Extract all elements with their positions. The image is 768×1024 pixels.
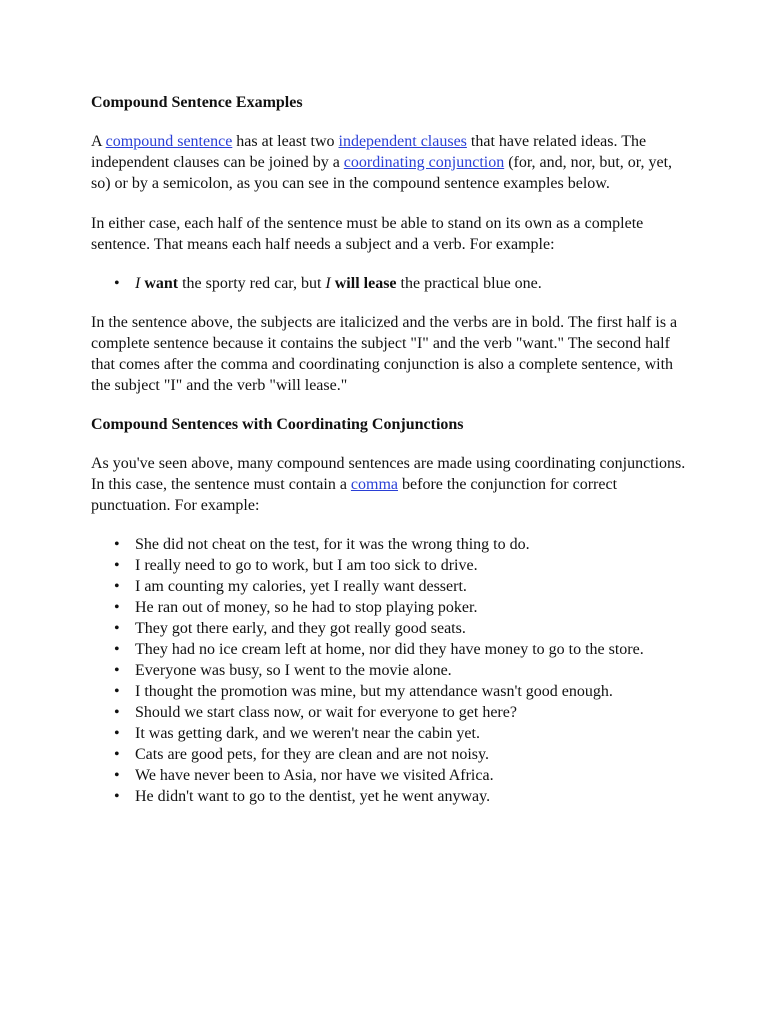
intro-text-3: that have related ideas. The independent clauses can be joined by a (91, 133, 647, 171)
example-middle: the sporty red car, but (178, 275, 326, 292)
subject-1: I (135, 275, 141, 292)
list-item: • I really need to go to work, but I am too sick to drive. (135, 555, 691, 576)
list-item: • She did not cheat on the test, for it was the wrong thing to do. (135, 534, 691, 555)
example-sentence (135, 273, 691, 294)
link-compound-sentence[interactable]: compound sentence (105, 133, 233, 150)
explanation-paragraph: In the sentence above, the subjects are italicized and the verbs are in bold. The first half is a complete sentence because it contains the subject "I" and the verb "want." The second half that comes after the comma and coordinating conjunction is also a complete sentence, with the subject "I" and the verb "will lease." (91, 314, 678, 394)
link-coordinating-conjunction[interactable]: coordinating conjunction (343, 154, 505, 171)
list-item: • I thought the promotion was mine, but my attendance wasn't good enough. (135, 681, 691, 702)
section-heading-coordinating-conjunctions: Compound Sentences with Coordinating Conjunctions (91, 416, 464, 433)
list-item: • They got there early, and they got really good seats. (135, 618, 691, 639)
link-independent-clauses[interactable]: independent clauses (338, 133, 467, 150)
intro-text-4: (for, and, nor, but, or, yet, so) or by a semicolon, as you can see in the compound sentence examples below. (91, 154, 673, 192)
coord-intro-text-2: before the conjunction for correct punctuation. For example: (91, 476, 618, 514)
document-page (91, 92, 691, 807)
section-heading-compound-sentence-examples: Compound Sentence Examples (91, 94, 303, 111)
coordinating-intro-paragraph (91, 453, 691, 516)
intro-text-1: A (91, 133, 106, 150)
verb-2: will lease (334, 275, 397, 292)
list-item: • Should we start class now, or wait for everyone to get here? (135, 702, 691, 723)
coordinating-examples-list (91, 534, 691, 807)
list-item: • It was getting dark, and we weren't near the cabin yet. (135, 723, 691, 744)
list-item: • Cats are good pets, for they are clean and are not noisy. (135, 744, 691, 765)
intro-text-2: has at least two (232, 133, 339, 150)
link-comma[interactable]: comma (350, 476, 399, 493)
subject-2: I (325, 275, 331, 292)
coord-intro-text-1: As you've seen above, many compound sentences are made using coordinating conjunctions. In this case, the sentence must contain a (91, 455, 686, 493)
list-item: • We have never been to Asia, nor have we visited Africa. (135, 765, 691, 786)
either-case-paragraph: In either case, each half of the sentence must be able to stand on its own as a complete sentence. That means each half needs a subject and a verb. For example: (91, 215, 644, 253)
intro-paragraph (91, 131, 691, 194)
list-item: • I am counting my calories, yet I really want dessert. (135, 576, 691, 597)
example-end: the practical blue one. (396, 275, 542, 292)
example-list (91, 273, 691, 294)
list-item: • He didn't want to go to the dentist, yet he went anyway. (135, 786, 691, 807)
verb-1: want (144, 275, 179, 292)
list-item: • They had no ice cream left at home, nor did they have money to go to the store. (135, 639, 691, 660)
list-item: • He ran out of money, so he had to stop playing poker. (135, 597, 691, 618)
list-item: • Everyone was busy, so I went to the movie alone. (135, 660, 691, 681)
